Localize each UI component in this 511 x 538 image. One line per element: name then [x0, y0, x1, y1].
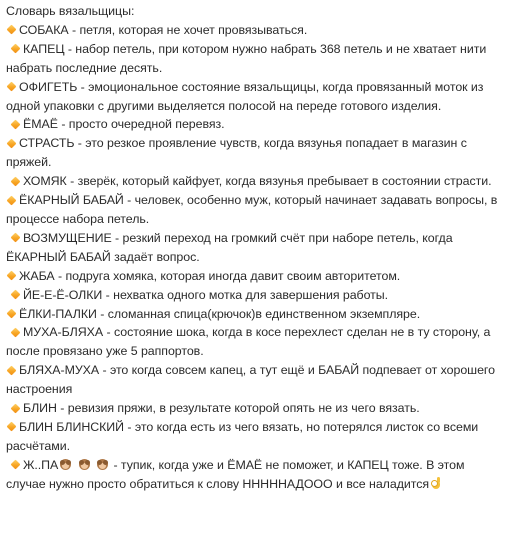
- entry-mukha-blyakha: [6, 323, 506, 361]
- see-no-evil-monkey-icon: [59, 458, 72, 471]
- diamond-icon: [6, 422, 16, 432]
- entry-blin-blinsky: [6, 418, 506, 456]
- entry-text: СОБАКА - петля, которая не хочет провязываться.: [19, 22, 308, 37]
- diamond-icon: [6, 195, 16, 205]
- diamond-icon: [10, 233, 20, 243]
- diamond-icon: [6, 365, 16, 375]
- see-no-evil-monkey-icon: [96, 458, 109, 471]
- entry-yeyoolki: [6, 286, 506, 305]
- post-text: [6, 2, 506, 494]
- entry-text: ЖАБА - подруга хомяка, которая иногда давит своим авторитетом.: [19, 268, 401, 283]
- entry-sobaka: [6, 21, 506, 40]
- diamond-icon: [10, 119, 20, 129]
- entry-yolki-palki: [6, 305, 506, 324]
- diamond-icon: [6, 82, 16, 92]
- entry-khomyak: [6, 172, 506, 191]
- entry-text: КАПЕЦ - набор петель, при котором нужно набрать 368 петель и не хватает нити набрать последние десять.: [6, 41, 487, 75]
- entry-blin: [6, 399, 506, 418]
- entry-text: БЛИН - ревизия пряжи, в результате которой опять не из чего вязать.: [23, 401, 420, 416]
- diamond-icon: [10, 327, 20, 337]
- diamond-icon: [10, 176, 20, 186]
- entry-text: СТРАСТЬ - это резкое проявление чувств, когда вязунья попадает в магазин с пряжей.: [6, 136, 467, 170]
- diamond-icon: [6, 138, 16, 148]
- diamond-icon: [6, 25, 16, 35]
- entry-ofiget: [6, 78, 506, 116]
- entry-yokarny-babay: [6, 191, 506, 229]
- entry-text: ЁМАЁ - просто очередной перевяз.: [23, 117, 225, 132]
- entry-strast: [6, 134, 506, 172]
- entry-zhopa: [6, 456, 506, 494]
- entry-text: ХОМЯК - зверёк, который кайфует, когда вязунья пребывает в состоянии страсти.: [23, 174, 492, 189]
- diamond-icon: [6, 271, 16, 281]
- diamond-icon: [10, 44, 20, 54]
- entry-text: - тупик, когда уже и ЁМАЁ не поможет, и КАПЕЦ тоже. В этом случае нужно просто обратиться к слову НННННАДООО и все наладится: [6, 457, 465, 491]
- post-title: Словарь вязальщицы:: [6, 4, 135, 18]
- see-no-evil-monkey-icon: [78, 458, 91, 471]
- entry-text: ВОЗМУЩЕНИЕ - резкий переход на громкий счёт при наборе петель, когда ЁКАРНЫЙ БАБАЙ задаёт вопрос.: [6, 230, 453, 264]
- entry-text: МУХА-БЛЯХА - состояние шока, когда в косе перехлест сделан не в ту сторону, а после провязано уже 5 раппортов.: [6, 325, 491, 359]
- entry-blyakha-mukha: [6, 361, 506, 399]
- diamond-icon: [10, 290, 20, 300]
- entry-prefix: Ж..ПА: [23, 457, 59, 472]
- entry-text: ЁКАРНЫЙ БАБАЙ - человек, особенно муж, который начинает задавать вопросы, в процессе набора петель.: [6, 193, 498, 226]
- diamond-icon: [10, 460, 20, 470]
- entry-vozmushchenie: [6, 229, 506, 267]
- entry-yomayo: [6, 115, 506, 134]
- ok-hand-icon: [430, 477, 442, 490]
- entry-text: ЙЕ-Е-Ё-ОЛКИ - нехватка одного мотка для завершения работы.: [23, 287, 389, 302]
- entry-text: ЁЛКИ-ПАЛКИ - сломанная спица(крючок)в единственном экземпляре.: [19, 306, 421, 321]
- entry-text: БЛИН БЛИНСКИЙ - это когда есть из чего вязать, но потерялся листок со всеми расчётами.: [6, 419, 479, 453]
- entry-text: ОФИГЕТЬ - эмоциональное состояние вязальщицы, когда провязанный моток из одной упаковки с другими выделяется полосой на переде готового изделия.: [6, 79, 484, 113]
- diamond-icon: [10, 403, 20, 413]
- diamond-icon: [6, 309, 16, 319]
- entry-zhaba: [6, 267, 506, 286]
- entry-text: БЛЯХА-МУХА - это когда совсем капец, а тут ещё и БАБАЙ подпевает от хорошего настроения: [6, 363, 495, 397]
- entry-kapets: [6, 40, 506, 78]
